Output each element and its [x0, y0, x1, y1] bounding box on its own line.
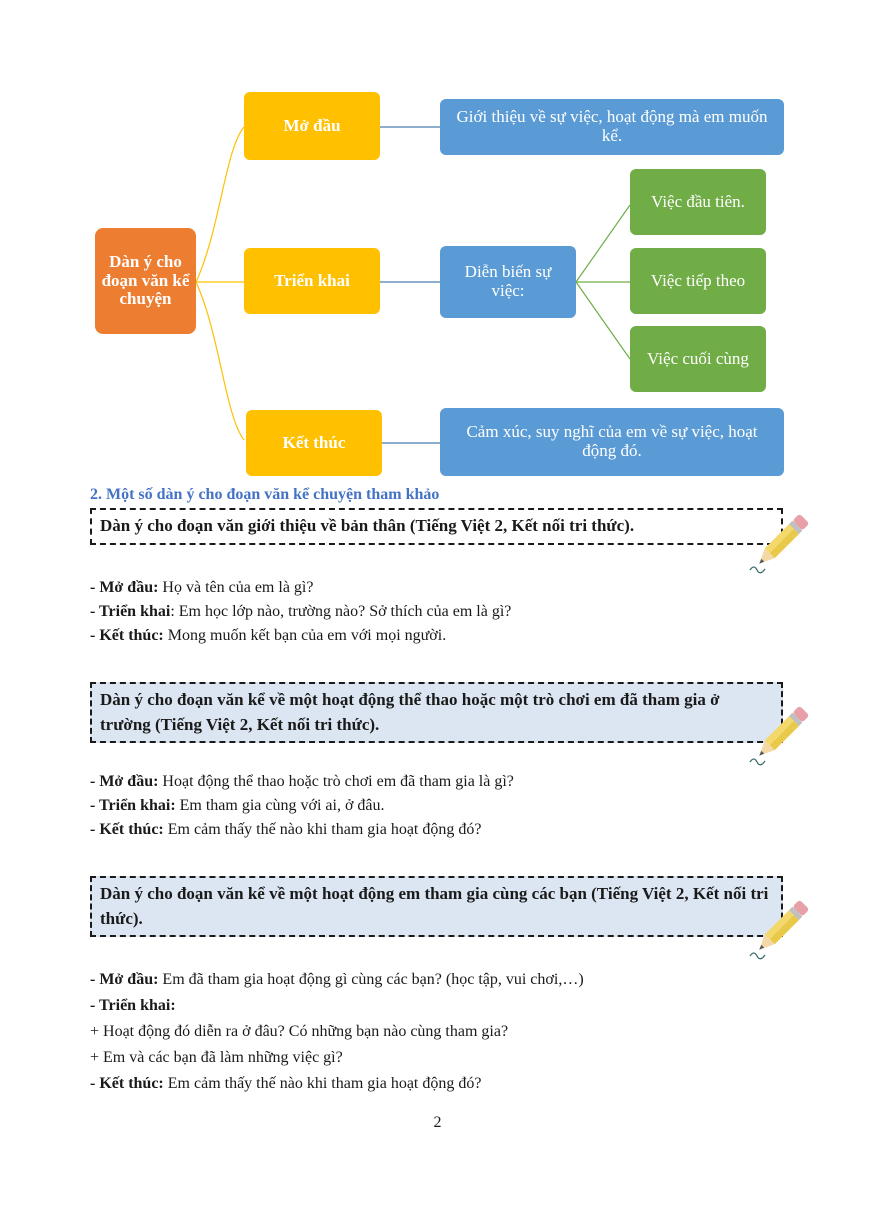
diagram-opening-label: Mở đầu: [283, 115, 341, 135]
outline-1-line-3-text: Mong muốn kết bạn của em với mọi người.: [163, 627, 447, 644]
outline-2-title: [90, 682, 783, 743]
outline-1-line-1: [90, 576, 313, 600]
section-title: 2. Một số dàn ý cho đoạn văn kể chuyện tham khảo: [90, 486, 440, 503]
outline-1-line-2-text: : Em học lớp nào, trường nào? Sở thích của em là gì?: [170, 603, 512, 620]
outline-3-line-3-text: + Hoạt động đó diễn ra ở đâu? Có những bạn nào cùng tham gia?: [90, 1023, 509, 1040]
diagram-step-3-label: Việc cuối cùng: [647, 348, 749, 368]
outline-2-line-3-text: Em cảm thấy thế nào khi tham gia hoạt động đó?: [163, 821, 482, 838]
outline-3-line-5-label: - Kết thúc:: [90, 1075, 164, 1092]
pencil-icon: [748, 894, 810, 966]
outline-2-line-3-label: - Kết thúc:: [90, 821, 164, 838]
outline-3-title: [90, 876, 783, 937]
outline-2-line-1-label: - Mở đầu:: [90, 773, 159, 790]
pencil-icon: [748, 700, 810, 772]
outline-2-line-1: [90, 770, 514, 794]
page-number: 2: [433, 1114, 442, 1131]
outline-3-line-1: [90, 968, 584, 992]
outline-3-title-text: Dàn ý cho đoạn văn kể về một hoạt động em tham gia cùng các bạn (Tiếng Việt 2, Kết nối tri thức).: [100, 884, 769, 928]
diagram-body-label: Triển khai: [274, 270, 350, 290]
outline-3-line-5: [90, 1072, 481, 1096]
outline-3-line-4: [90, 1046, 343, 1070]
diagram-ending: [246, 410, 382, 476]
diagram-opening: [244, 92, 380, 160]
outline-1-line-1-text: Họ và tên của em là gì?: [158, 579, 314, 596]
outline-2-line-2-label: - Triển khai:: [90, 797, 176, 814]
outline-3-line-5-text: Em cảm thấy thế nào khi tham gia hoạt động đó?: [163, 1075, 482, 1092]
diagram-opening-desc-text: Giới thiệu về sự việc, hoạt động mà em muốn kể.: [456, 107, 768, 145]
diagram-step-2: [630, 248, 766, 314]
outline-2-title-text: Dàn ý cho đoạn văn kể về một hoạt động thể thao hoặc một trò chơi em đã tham gia ở trường (Tiếng Việt 2, Kết nối tri thức).: [100, 690, 720, 734]
diagram-ending-desc: [440, 408, 784, 476]
outline-3-line-1-label: - Mở đầu:: [90, 971, 159, 988]
outline-2-line-2: [90, 794, 385, 818]
outline-2-line-1-text: Hoạt động thể thao hoặc trò chơi em đã tham gia là gì?: [158, 773, 514, 790]
outline-1-title: [90, 508, 783, 545]
outline-1-line-1-label: - Mở đầu:: [90, 579, 159, 596]
outline-3-line-2: [90, 994, 176, 1018]
diagram-root: [95, 228, 196, 334]
diagram-step-1-label: Việc đầu tiên.: [651, 191, 745, 211]
diagram-body-desc: [440, 246, 576, 318]
diagram-root-label: Dàn ý cho đoạn văn kể chuyện: [101, 251, 190, 309]
diagram-opening-desc: [440, 99, 784, 155]
outline-2-line-3: [90, 818, 481, 842]
outline-1-line-2: [90, 600, 511, 624]
diagram-step-1: [630, 169, 766, 235]
pencil-icon: [748, 508, 810, 580]
diagram-step-2-label: Việc tiếp theo: [650, 270, 746, 290]
outline-1-line-2-label: - Triển khai: [90, 603, 171, 620]
diagram-body-desc-text: Diễn biến sự việc:: [464, 262, 552, 300]
outline-1-line-3: [90, 624, 446, 648]
diagram-ending-label: Kết thúc: [282, 432, 346, 452]
outline-3-line-4-text: + Em và các bạn đã làm những việc gì?: [90, 1049, 343, 1066]
diagram-ending-desc-text: Cảm xúc, suy nghĩ của em về sự việc, hoạt động đó.: [466, 422, 758, 460]
diagram-step-3: [630, 326, 766, 392]
diagram-body: [244, 248, 380, 314]
outline-2-line-2-text: Em tham gia cùng với ai, ở đâu.: [175, 797, 385, 814]
outline-3-line-3: [90, 1020, 508, 1044]
outline-3-line-1-text: Em đã tham gia hoạt động gì cùng các bạn? (học tập, vui chơi,…): [158, 971, 584, 988]
outline-3-line-2-label: - Triển khai:: [90, 997, 176, 1014]
outline-1-line-3-label: - Kết thúc:: [90, 627, 164, 644]
outline-1-title-text: Dàn ý cho đoạn văn giới thiệu về bản thân (Tiếng Việt 2, Kết nối tri thức).: [100, 516, 635, 535]
